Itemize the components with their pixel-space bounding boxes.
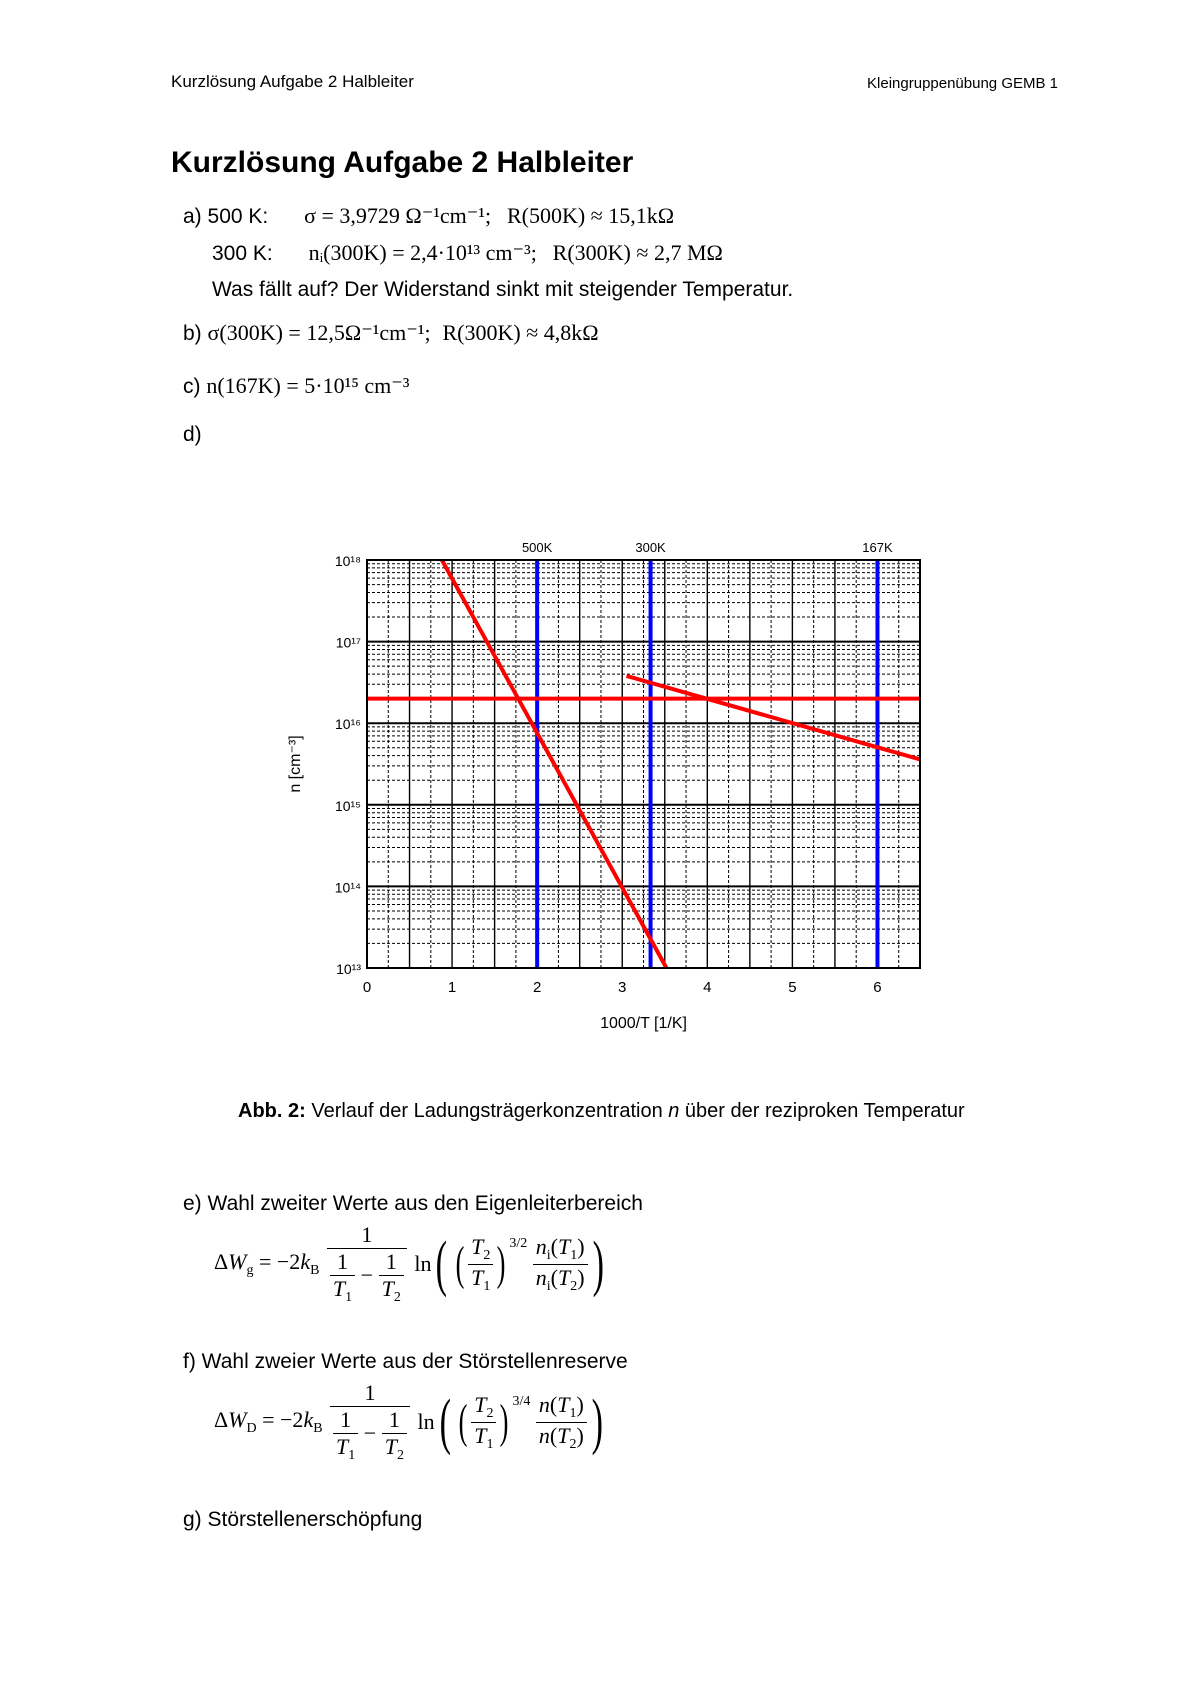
y-tick-label: 10¹⁵	[334, 797, 361, 814]
chart-x-axis-label: 1000/T [1/K]	[600, 1015, 687, 1032]
y-tick-label: 10¹⁷	[335, 634, 361, 651]
part-c	[183, 373, 409, 399]
chart-y-axis-label: n [cm⁻³]	[287, 735, 304, 793]
part-a-r500: R(500K) ≈ 15,1kΩ	[506, 203, 675, 228]
part-f-label: f)	[183, 1350, 196, 1373]
x-tick-label: 4	[703, 979, 712, 996]
chart-x-ticks	[363, 979, 882, 996]
part-e-text: Wahl zweiter Werte aus den Eigenleiterbereich	[207, 1192, 643, 1215]
part-e	[183, 1192, 643, 1216]
part-a-r300: R(300K) ≈ 2,7 MΩ	[552, 240, 723, 265]
caption-text-1: Verlauf der Ladungsträgerkonzentration	[305, 1100, 669, 1122]
temperature-label-300K: 300K	[635, 540, 666, 555]
part-f	[183, 1350, 628, 1374]
page-title: Kurzlösung Aufgabe 2 Halbleiter	[171, 146, 634, 179]
x-tick-label: 5	[788, 979, 797, 996]
formula-wg: $\Delta W_g = -2k_B$ 1 $\frac{1}{T_1}$ − $\frac{1}{T_2}$ ln( ( $\frac{T_2}{T_1}$ ) $^{3/2}$ $\frac{n_i(T_1)}{n_i(T_2)}$ )	[214, 1222, 604, 1305]
x-tick-label: 0	[362, 979, 372, 996]
part-c-label: c)	[183, 375, 201, 398]
figure-caption	[238, 1097, 1008, 1125]
part-b-r300: R(300K) ≈ 4,8kΩ	[442, 320, 599, 345]
part-a-note: Was fällt auf? Der Widerstand sinkt mit steigender Temperatur.	[212, 278, 794, 301]
part-d-label: d)	[183, 423, 202, 446]
y-tick-label: 10¹⁴	[334, 879, 361, 896]
part-g-label: g)	[183, 1508, 202, 1531]
part-g	[183, 1508, 422, 1532]
part-a-temp1: 500 K:	[207, 205, 269, 228]
caption-text-2: über der reziproken Temperatur	[679, 1100, 965, 1122]
x-tick-label: 2	[532, 979, 542, 996]
part-a-ni: nᵢ(300K) = 2,4·10¹³ cm⁻³;	[308, 240, 537, 265]
x-tick-label: 6	[873, 979, 882, 996]
caption-label: Abb. 2:	[238, 1100, 306, 1122]
part-a-label: a)	[183, 205, 202, 228]
part-a-500k	[183, 203, 674, 229]
caption-variable: n	[668, 1100, 680, 1122]
series-line-1	[442, 560, 667, 968]
part-b-label: b)	[183, 322, 202, 345]
part-a-300k	[212, 240, 723, 266]
temperature-label-500K: 500K	[521, 540, 553, 555]
header-left: Kurzlösung Aufgabe 2 Halbleiter	[171, 72, 414, 91]
part-a-temp2: 300 K:	[212, 242, 273, 265]
part-e-label: e)	[183, 1192, 202, 1215]
y-tick-label: 10¹⁸	[334, 553, 361, 569]
chart-minor-grid	[367, 560, 920, 968]
y-tick-label: 10¹⁶	[335, 716, 361, 733]
part-b	[183, 320, 599, 346]
part-c-n167: n(167K) = 5·10¹⁵ cm⁻³	[206, 373, 410, 398]
x-tick-label: 1	[447, 979, 457, 996]
carrier-concentration-chart	[270, 535, 940, 1035]
y-tick-label: 10¹³	[336, 961, 361, 977]
temperature-label-167K: 167K	[862, 540, 893, 555]
part-b-sigma: σ(300K) = 12,5Ω⁻¹cm⁻¹;	[207, 320, 431, 345]
formula-wd-exponent: 3/4	[512, 1394, 531, 1410]
chart-y-ticks	[335, 553, 362, 977]
formula-wg-exponent: 3/2	[509, 1236, 528, 1252]
part-f-text: Wahl zweier Werte aus der Störstellenreserve	[201, 1350, 628, 1373]
part-a-sigma: σ = 3,9729 Ω⁻¹cm⁻¹;	[304, 203, 492, 228]
part-g-text: Störstellenerschöpfung	[207, 1508, 423, 1531]
x-tick-label: 3	[618, 979, 627, 996]
header-right: Kleingruppenübung GEMB 1	[867, 75, 1058, 92]
formula-wd: $\Delta W_D = -2k_B$ 1 $\frac{1}{T_1}$ − $\frac{1}{T_2}$ ln( ( $\frac{T_2}{T_1}$ ) $^{3/4}$ $\frac{n(T_1)}{n(T_2)}$ )	[214, 1380, 603, 1463]
